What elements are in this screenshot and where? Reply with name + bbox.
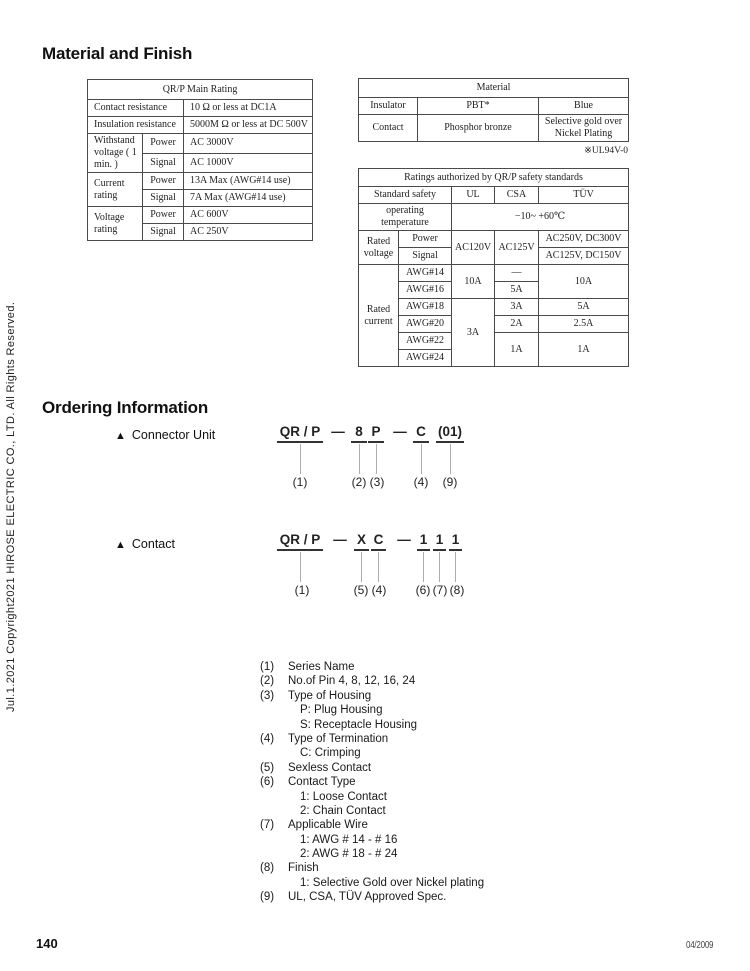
legend-text: C: Crimping <box>300 747 361 760</box>
ul-current-10a: 10A <box>452 265 495 299</box>
connector-unit-label <box>115 428 215 442</box>
legend-text: Finish <box>288 862 319 875</box>
legend-num: (7) <box>260 819 275 832</box>
doc-date: 04/2009 <box>686 940 714 951</box>
legend-item <box>260 762 560 776</box>
unit-code-dash-2: — <box>393 424 407 439</box>
legend-item <box>260 661 560 675</box>
contact-drop-line-5 <box>361 552 362 582</box>
rated-current-label: Rated current <box>359 265 399 367</box>
csa-voltage: AC125V <box>495 231 539 265</box>
rated-voltage-signal-label: Signal <box>399 248 452 265</box>
withstand-signal-label: Signal <box>143 153 184 173</box>
legend-item <box>260 690 560 704</box>
legend-text: 2: AWG # 18 - # 24 <box>300 848 398 861</box>
csa-current-awg22-24: 1A <box>495 333 539 367</box>
unit-code-dash-1: — <box>331 424 345 439</box>
awg22-label: AWG#22 <box>399 333 452 350</box>
contact-drop-line-7 <box>439 552 440 582</box>
legend-num: (4) <box>260 732 275 745</box>
csa-current-awg14: — <box>495 265 539 282</box>
current-power-value: 13A Max (AWG#14 use) <box>184 173 313 190</box>
legend-num: (8) <box>260 862 275 875</box>
insulator-label: Insulator <box>359 98 418 115</box>
current-signal-value: 7A Max (AWG#14 use) <box>184 190 313 207</box>
legend-item <box>260 776 560 790</box>
rated-voltage-label: Rated voltage <box>359 231 399 265</box>
legend-item <box>260 675 560 689</box>
csa-current-awg18: 3A <box>495 299 539 316</box>
rated-voltage-power-label: Power <box>399 231 452 248</box>
contact-ref-8: (8) <box>449 583 465 597</box>
unit-ref-4: (4) <box>413 475 429 489</box>
page-number: 140 <box>36 936 58 951</box>
legend-num: (1) <box>260 661 275 673</box>
contact-code-finish: 1 <box>449 532 462 551</box>
unit-ref-3: (3) <box>369 475 385 489</box>
legend-item <box>260 733 560 747</box>
legend-text: 1: Loose Contact <box>300 790 387 803</box>
col-header-tuv: TÜV <box>539 187 629 204</box>
legend-item <box>260 819 560 833</box>
voltage-power-value: AC 600V <box>184 207 313 224</box>
material-table <box>358 78 629 142</box>
contact-label: Contact <box>359 115 418 142</box>
legend-item <box>260 834 560 848</box>
operating-temp-value: −10~ +60℃ <box>452 204 629 231</box>
withstand-voltage-label: Withstand voltage ( 1 min. ) <box>88 134 143 173</box>
unit-ref-1: (1) <box>292 475 308 489</box>
insulation-resistance-value: 5000M Ω or less at DC 500V <box>184 117 313 134</box>
voltage-signal-value: AC 250V <box>184 224 313 241</box>
contact-order-label <box>115 537 175 551</box>
standard-safety-label: Standard safety <box>359 187 452 204</box>
legend-item <box>260 848 560 862</box>
tuv-current-awg20: 2.5A <box>539 316 629 333</box>
main-rating-table <box>87 79 313 241</box>
withstand-power-value: AC 3000V <box>184 134 313 154</box>
ul-current-3a: 3A <box>452 299 495 367</box>
connector-unit-code-diagram <box>277 424 487 494</box>
unit-drop-line-9 <box>450 444 451 474</box>
tuv-current-awg22-24: 1A <box>539 333 629 367</box>
unit-code-approval: (01) <box>436 424 464 443</box>
contact-ref-1: (1) <box>294 583 310 597</box>
unit-code-series: QR / P <box>277 424 323 443</box>
contact-code-dash-1: — <box>333 532 347 547</box>
legend-num: (3) <box>260 689 275 702</box>
col-header-csa: CSA <box>495 187 539 204</box>
insulator-material: PBT* <box>418 98 539 115</box>
contact-drop-line-6 <box>423 552 424 582</box>
unit-code-housing: P <box>368 424 384 443</box>
connector-unit-label-text: Connector Unit <box>131 428 216 442</box>
insulation-resistance-label: Insulation resistance <box>88 117 184 134</box>
contact-material: Phosphor bronze <box>418 115 539 142</box>
tuv-voltage-power: AC250V, DC300V <box>539 231 629 248</box>
voltage-signal-label: Signal <box>143 224 184 241</box>
unit-code-pin: 8 <box>351 424 367 443</box>
unit-drop-line-2 <box>359 444 360 474</box>
contact-code-sexless: X <box>354 532 369 551</box>
ordering-title: Ordering Information <box>42 398 209 417</box>
legend-text: Contact Type <box>288 776 356 789</box>
legend-item <box>260 747 560 761</box>
current-power-label: Power <box>143 173 184 190</box>
legend-text: 2: Chain Contact <box>300 804 386 817</box>
contact-code-termination: C <box>371 532 386 551</box>
material-table-title: Material <box>359 79 629 98</box>
tuv-current-awg14-16: 10A <box>539 265 629 299</box>
awg14-label: AWG#14 <box>399 265 452 282</box>
contact-resistance-value: 10 Ω or less at DC1A <box>184 100 313 117</box>
legend-text: No.of Pin 4, 8, 12, 16, 24 <box>288 675 416 688</box>
ratings-title: Ratings authorized by QR/P safety standards <box>359 169 629 187</box>
legend-text: S: Receptacle Housing <box>300 718 417 731</box>
legend-text: Series Name <box>288 661 355 673</box>
insulator-finish: Blue <box>539 98 629 115</box>
contact-ref-4: (4) <box>371 583 387 597</box>
legend-item <box>260 805 560 819</box>
ul-footnote: ※UL94V-0 <box>583 146 628 156</box>
triangle-icon: ▲ <box>115 539 126 551</box>
col-header-ul: UL <box>452 187 495 204</box>
contact-drop-line-1 <box>300 552 301 582</box>
contact-drop-line-4 <box>378 552 379 582</box>
copyright-sidebar-text: Jul.1.2021 Copyright2021 HIROSE ELECTRIC CO., LTD. All Rights Reserved. <box>5 301 17 712</box>
tuv-voltage-signal: AC125V, DC150V <box>539 248 629 265</box>
voltage-power-label: Power <box>143 207 184 224</box>
legend-text: 1: AWG # 14 - # 16 <box>300 833 398 846</box>
legend-text: Type of Housing <box>288 689 372 702</box>
awg24-label: AWG#24 <box>399 350 452 367</box>
legend-text: Applicable Wire <box>288 819 368 832</box>
material-finish-title: Material and Finish <box>42 44 193 63</box>
legend-item <box>260 791 560 805</box>
legend-num: (2) <box>260 675 275 688</box>
legend-item <box>260 877 560 891</box>
current-signal-label: Signal <box>143 190 184 207</box>
voltage-rating-label: Voltage rating <box>88 207 143 241</box>
contact-drop-line-8 <box>455 552 456 582</box>
withstand-signal-value: AC 1000V <box>184 153 313 173</box>
withstand-power-label: Power <box>143 134 184 154</box>
operating-temp-label: operating temperature <box>359 204 452 231</box>
contact-code-dash-2: — <box>397 532 411 547</box>
legend-num: (9) <box>260 891 275 904</box>
safety-ratings-table <box>358 168 629 367</box>
legend-text: 1: Selective Gold over Nickel plating <box>300 876 485 889</box>
contact-ref-7: (7) <box>432 583 448 597</box>
contact-code-series: QR / P <box>277 532 323 551</box>
csa-current-awg20: 2A <box>495 316 539 333</box>
legend-text: UL, CSA, TÜV Approved Spec. <box>288 891 447 904</box>
contact-resistance-label: Contact resistance <box>88 100 184 117</box>
unit-drop-line-1 <box>300 444 301 474</box>
contact-code-diagram <box>277 532 487 602</box>
legend-item <box>260 704 560 718</box>
unit-ref-9: (9) <box>442 475 458 489</box>
triangle-icon: ▲ <box>115 430 126 442</box>
unit-drop-line-4 <box>421 444 422 474</box>
awg18-label: AWG#18 <box>399 299 452 316</box>
contact-code-type: 1 <box>417 532 430 551</box>
legend-num: (5) <box>260 761 275 774</box>
main-rating-title: QR/P Main Rating <box>88 80 313 100</box>
contact-ref-6: (6) <box>415 583 431 597</box>
legend-item <box>260 862 560 876</box>
awg16-label: AWG#16 <box>399 282 452 299</box>
contact-ref-5: (5) <box>353 583 369 597</box>
legend-text: Sexless Contact <box>288 761 372 774</box>
unit-ref-2: (2) <box>351 475 367 489</box>
contact-order-label-text: Contact <box>131 537 175 551</box>
unit-drop-line-3 <box>376 444 377 474</box>
current-rating-label: Current rating <box>88 173 143 207</box>
csa-current-awg16: 5A <box>495 282 539 299</box>
awg20-label: AWG#20 <box>399 316 452 333</box>
unit-code-termination: C <box>413 424 429 443</box>
ordering-legend <box>260 661 560 906</box>
legend-item <box>260 891 560 905</box>
legend-text: Type of Termination <box>288 732 389 745</box>
contact-code-wire: 1 <box>433 532 446 551</box>
legend-text: P: Plug Housing <box>300 704 383 717</box>
legend-item <box>260 719 560 733</box>
legend-num: (6) <box>260 776 275 789</box>
tuv-current-awg18: 5A <box>539 299 629 316</box>
ul-voltage: AC120V <box>452 231 495 265</box>
contact-finish: Selective gold over Nickel Plating <box>539 115 629 142</box>
